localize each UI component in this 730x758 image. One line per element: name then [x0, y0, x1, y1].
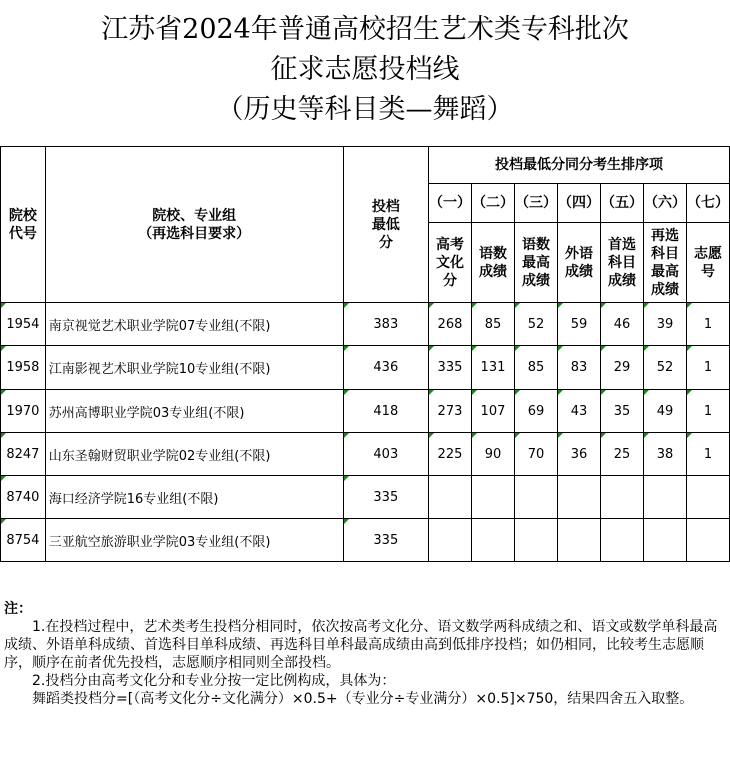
tiebreak-cell: 107 — [471, 390, 514, 433]
tiebreak-cell: 1 — [686, 303, 729, 346]
tiebreak-cell: 39 — [643, 303, 686, 346]
min-score-cell: 403 — [343, 433, 428, 476]
tiebreak-cell: 38 — [643, 433, 686, 476]
admission-table — [0, 146, 730, 562]
school-code-cell: 1970 — [1, 390, 46, 433]
tiebreak-cell — [471, 519, 514, 562]
table-row — [1, 390, 730, 433]
school-name-cell: 南京视觉艺术职业学院07专业组(不限) — [45, 303, 343, 346]
school-name-cell: 三亚航空旅游职业学院03专业组(不限) — [45, 519, 343, 562]
header-rank-item: 高考文化分 — [428, 223, 471, 303]
tiebreak-cell: 35 — [600, 390, 643, 433]
table-row — [1, 476, 730, 519]
header-rank-num: （二） — [471, 184, 514, 223]
school-name-cell: 江南影视艺术职业学院10专业组(不限) — [45, 346, 343, 390]
note-2: 2.投档分由高考文化分和专业分按一定比例构成，具体为： — [32, 673, 396, 689]
min-score-cell: 418 — [343, 390, 428, 433]
header-rank-item: 外语成绩 — [557, 223, 600, 303]
tiebreak-cell — [557, 519, 600, 562]
tiebreak-cell: 273 — [428, 390, 471, 433]
tiebreak-cell: 46 — [600, 303, 643, 346]
tiebreak-cell: 36 — [557, 433, 600, 476]
header-rank-item: 首选科目成绩 — [600, 223, 643, 303]
tiebreak-cell — [428, 476, 471, 519]
table-row — [1, 303, 730, 346]
tiebreak-cell: 1 — [686, 433, 729, 476]
title-line1: 江苏省2024年普通高校招生艺术类专科批次 — [101, 14, 629, 45]
header-code: 院校代号 — [1, 147, 46, 303]
tiebreak-cell: 69 — [514, 390, 557, 433]
notes — [4, 600, 726, 708]
tiebreak-cell: 225 — [428, 433, 471, 476]
tiebreak-cell: 49 — [643, 390, 686, 433]
notes-head: 注： — [4, 601, 32, 617]
tiebreak-cell — [557, 476, 600, 519]
tiebreak-cell — [428, 519, 471, 562]
header-rank-item: 志愿号 — [686, 223, 729, 303]
header-school-sub: （再选科目要求） — [138, 225, 251, 242]
header-rank-item: 语数成绩 — [471, 223, 514, 303]
school-name-cell: 山东圣翰财贸职业学院02专业组(不限) — [45, 433, 343, 476]
school-code-cell: 1958 — [1, 346, 46, 390]
min-score-cell: 383 — [343, 303, 428, 346]
table-row — [1, 346, 730, 390]
tiebreak-cell — [643, 519, 686, 562]
tiebreak-cell: 268 — [428, 303, 471, 346]
note-3: 舞蹈类投档分=[（高考文化分÷文化满分）×0.5+（专业分÷专业满分）×0.5]×750，结果四舍五入取整。 — [32, 691, 694, 707]
header-rank-num: （七） — [686, 184, 729, 223]
min-score-cell: 436 — [343, 346, 428, 390]
tiebreak-cell — [600, 519, 643, 562]
tiebreak-cell: 25 — [600, 433, 643, 476]
tiebreak-cell: 83 — [557, 346, 600, 390]
school-code-cell: 8740 — [1, 476, 46, 519]
tiebreak-cell: 52 — [643, 346, 686, 390]
tiebreak-cell — [686, 519, 729, 562]
header-rank-num: （五） — [600, 184, 643, 223]
school-name-cell: 海口经济学院16专业组(不限) — [45, 476, 343, 519]
table-row — [1, 433, 730, 476]
header-rank-num: （六） — [643, 184, 686, 223]
header-tiebreak: 投档最低分同分考生排序项 — [428, 147, 729, 184]
tiebreak-cell — [600, 476, 643, 519]
min-score-cell: 335 — [343, 476, 428, 519]
tiebreak-cell: 1 — [686, 390, 729, 433]
title-line3: （历史等科目类—舞蹈） — [216, 94, 514, 125]
tiebreak-cell: 70 — [514, 433, 557, 476]
tiebreak-cell — [514, 476, 557, 519]
school-code-cell: 8754 — [1, 519, 46, 562]
header-min-score: 投档最低分 — [343, 147, 428, 303]
min-score-cell: 335 — [343, 519, 428, 562]
tiebreak-cell: 131 — [471, 346, 514, 390]
tiebreak-cell — [471, 476, 514, 519]
school-code-cell: 1954 — [1, 303, 46, 346]
header-school — [45, 147, 343, 303]
header-rank-item: 语数最高成绩 — [514, 223, 557, 303]
table-row — [1, 519, 730, 562]
tiebreak-cell — [686, 476, 729, 519]
header-rank-num: （三） — [514, 184, 557, 223]
tiebreak-cell: 59 — [557, 303, 600, 346]
header-rank-num: （四） — [557, 184, 600, 223]
tiebreak-cell: 85 — [471, 303, 514, 346]
header-rank-num: （一） — [428, 184, 471, 223]
header-school-label: 院校、专业组 — [152, 207, 237, 224]
tiebreak-cell: 335 — [428, 346, 471, 390]
school-name-cell: 苏州高博职业学院03专业组(不限) — [45, 390, 343, 433]
school-code-cell: 8247 — [1, 433, 46, 476]
title-line2: 征求志愿投档线 — [270, 54, 460, 85]
tiebreak-cell: 85 — [514, 346, 557, 390]
tiebreak-cell: 29 — [600, 346, 643, 390]
tiebreak-cell — [643, 476, 686, 519]
tiebreak-cell: 43 — [557, 390, 600, 433]
tiebreak-cell — [514, 519, 557, 562]
note-1: 1.在投档过程中，艺术类考生投档分相同时，依次按高考文化分、语文数学两科成绩之和、语文或数学单科最高成绩、外语单科成绩、首选科目单科成绩、再选科目单科最高成绩由高到低排序投档；如仍相同，比较考生志愿顺序，顺序在前者优先投档，志愿顺序相同则全部投档。 — [4, 619, 718, 671]
tiebreak-cell: 90 — [471, 433, 514, 476]
header-rank-item: 再选科目最高成绩 — [643, 223, 686, 303]
tiebreak-cell: 52 — [514, 303, 557, 346]
tiebreak-cell: 1 — [686, 346, 729, 390]
